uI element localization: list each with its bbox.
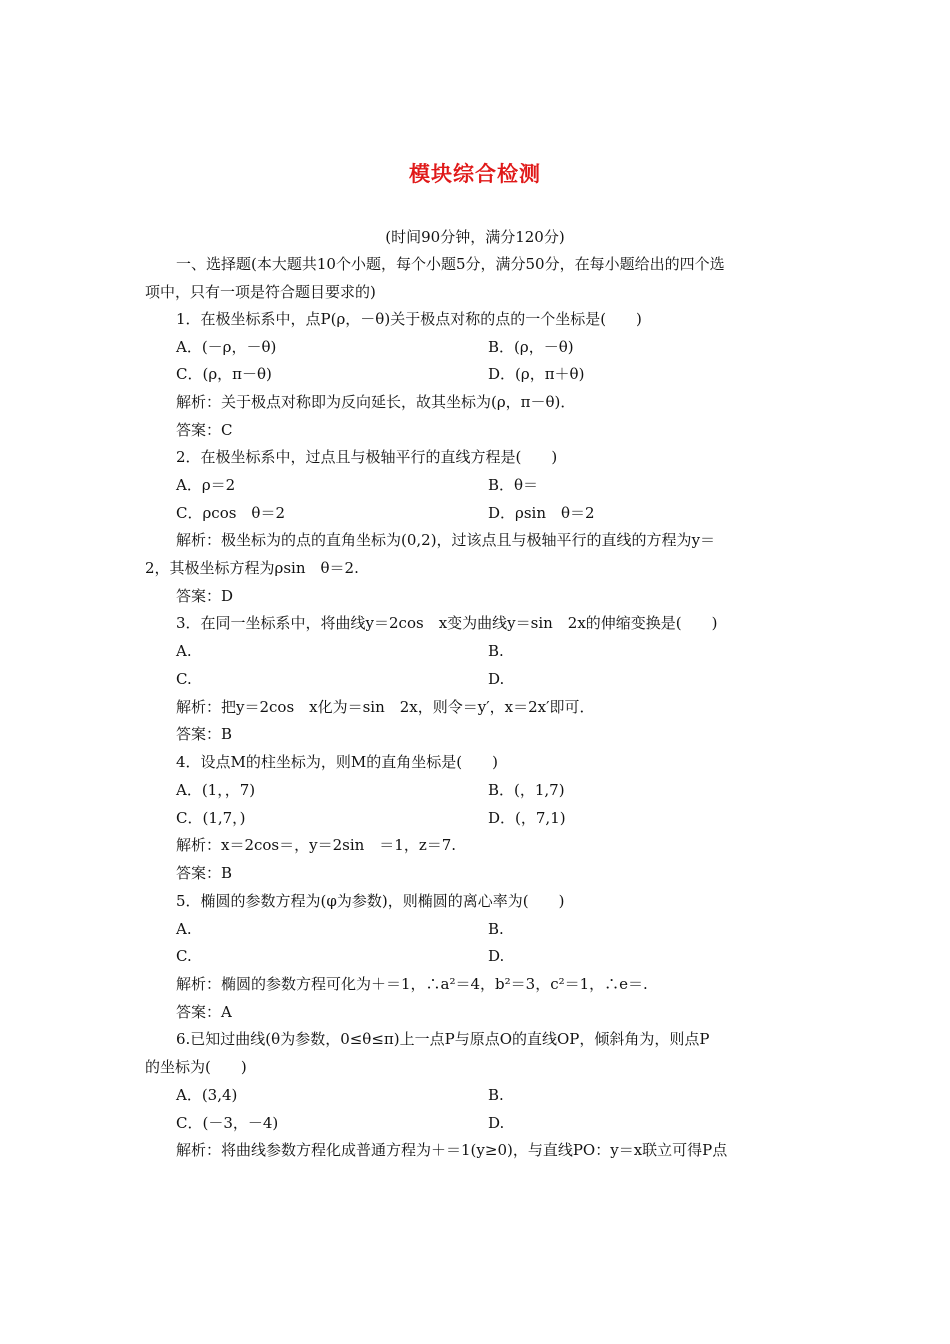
q1-option-a: A．(－ρ，－θ) <box>176 338 277 356</box>
subtitle: (时间90分钟，满分120分) <box>385 228 565 246</box>
q2-option-d: D．ρsin θ＝2 <box>488 504 595 522</box>
q4-option-d: D．(，7,1) <box>488 809 566 827</box>
q6-analysis: 解析：将曲线参数方程化成普通方程为＋＝1(y≥0)，与直线PO：y＝x联立可得P点 <box>176 1141 728 1159</box>
q4-stem: 4．设点M的柱坐标为，则M的直角坐标是( ) <box>176 753 498 771</box>
q2-analysis-line2: 2，其极坐标方程为ρsin θ＝2. <box>145 559 359 577</box>
q5-option-c: C. <box>176 947 192 965</box>
page-title: 模块综合检测 <box>409 162 541 186</box>
q5-option-b: B. <box>488 920 504 938</box>
q1-option-b: B．(ρ，－θ) <box>488 338 574 356</box>
q2-option-a: A．ρ＝2 <box>176 476 236 494</box>
q3-option-c: C. <box>176 670 192 688</box>
q5-stem: 5．椭圆的参数方程为(φ为参数)，则椭圆的离心率为( ) <box>176 892 565 910</box>
q2-analysis-line1: 解析：极坐标为的点的直角坐标为(0,2)，过该点且与极轴平行的直线的方程为y＝ <box>176 531 716 549</box>
q4-option-b: B．(，1,7) <box>488 781 565 799</box>
q2-answer: 答案：D <box>176 587 234 605</box>
q3-answer: 答案：B <box>176 725 233 743</box>
q3-stem: 3．在同一坐标系中，将曲线y＝2cos x变为曲线y＝sin 2x的伸缩变换是( ) <box>176 614 718 632</box>
q2-option-c: C．ρcos θ＝2 <box>176 504 285 522</box>
q6-option-a: A．(3,4) <box>176 1086 238 1104</box>
q1-option-d: D．(ρ，π＋θ) <box>488 365 585 383</box>
q3-analysis: 解析：把y＝2cos x化为＝sin 2x，则令＝y′，x＝2x′即可． <box>176 698 595 716</box>
section-intro-line1: 一、选择题(本大题共10个小题，每个小题5分，满分50分，在每小题给出的四个选 <box>176 255 725 273</box>
q5-analysis: 解析：椭圆的参数方程可化为＋＝1，∴a²＝4，b²＝3，c²＝1，∴e＝. <box>176 975 648 993</box>
q6-option-b: B. <box>488 1086 504 1104</box>
q1-stem: 1．在极坐标系中，点P(ρ，－θ)关于极点对称的点的一个坐标是( ) <box>176 310 642 328</box>
q3-option-a: A. <box>176 642 192 660</box>
q4-option-a: A．(1，，7) <box>176 781 256 799</box>
q5-answer: 答案：A <box>176 1003 232 1021</box>
q4-analysis: 解析：x＝2cos＝，y＝2sin ＝1，z＝7. <box>176 836 457 854</box>
q5-option-a: A. <box>176 920 192 938</box>
q6-stem-line2: 的坐标为( ) <box>145 1058 247 1076</box>
q6-stem-line1: 6.已知过曲线(θ为参数，0≤θ≤π)上一点P与原点O的直线OP，倾斜角为，则点P <box>176 1030 710 1048</box>
q1-answer: 答案：C <box>176 421 233 439</box>
q3-option-b: B. <box>488 642 504 660</box>
q3-option-d: D. <box>488 670 505 688</box>
q4-answer: 答案：B <box>176 864 233 882</box>
q1-analysis: 解析：关于极点对称即为反向延长，故其坐标为(ρ，π－θ)． <box>176 393 576 411</box>
q6-option-c: C．(－3，－4) <box>176 1114 279 1132</box>
q2-stem: 2．在极坐标系中，过点且与极轴平行的直线方程是( ) <box>176 448 558 466</box>
q4-option-c: C．(1,7，) <box>176 809 246 827</box>
q6-option-d: D. <box>488 1114 505 1132</box>
section-intro-line2: 项中，只有一项是符合题目要求的) <box>145 283 376 301</box>
q5-option-d: D. <box>488 947 505 965</box>
q1-option-c: C．(ρ，π－θ) <box>176 365 272 383</box>
q2-option-b: B．θ＝ <box>488 476 539 494</box>
